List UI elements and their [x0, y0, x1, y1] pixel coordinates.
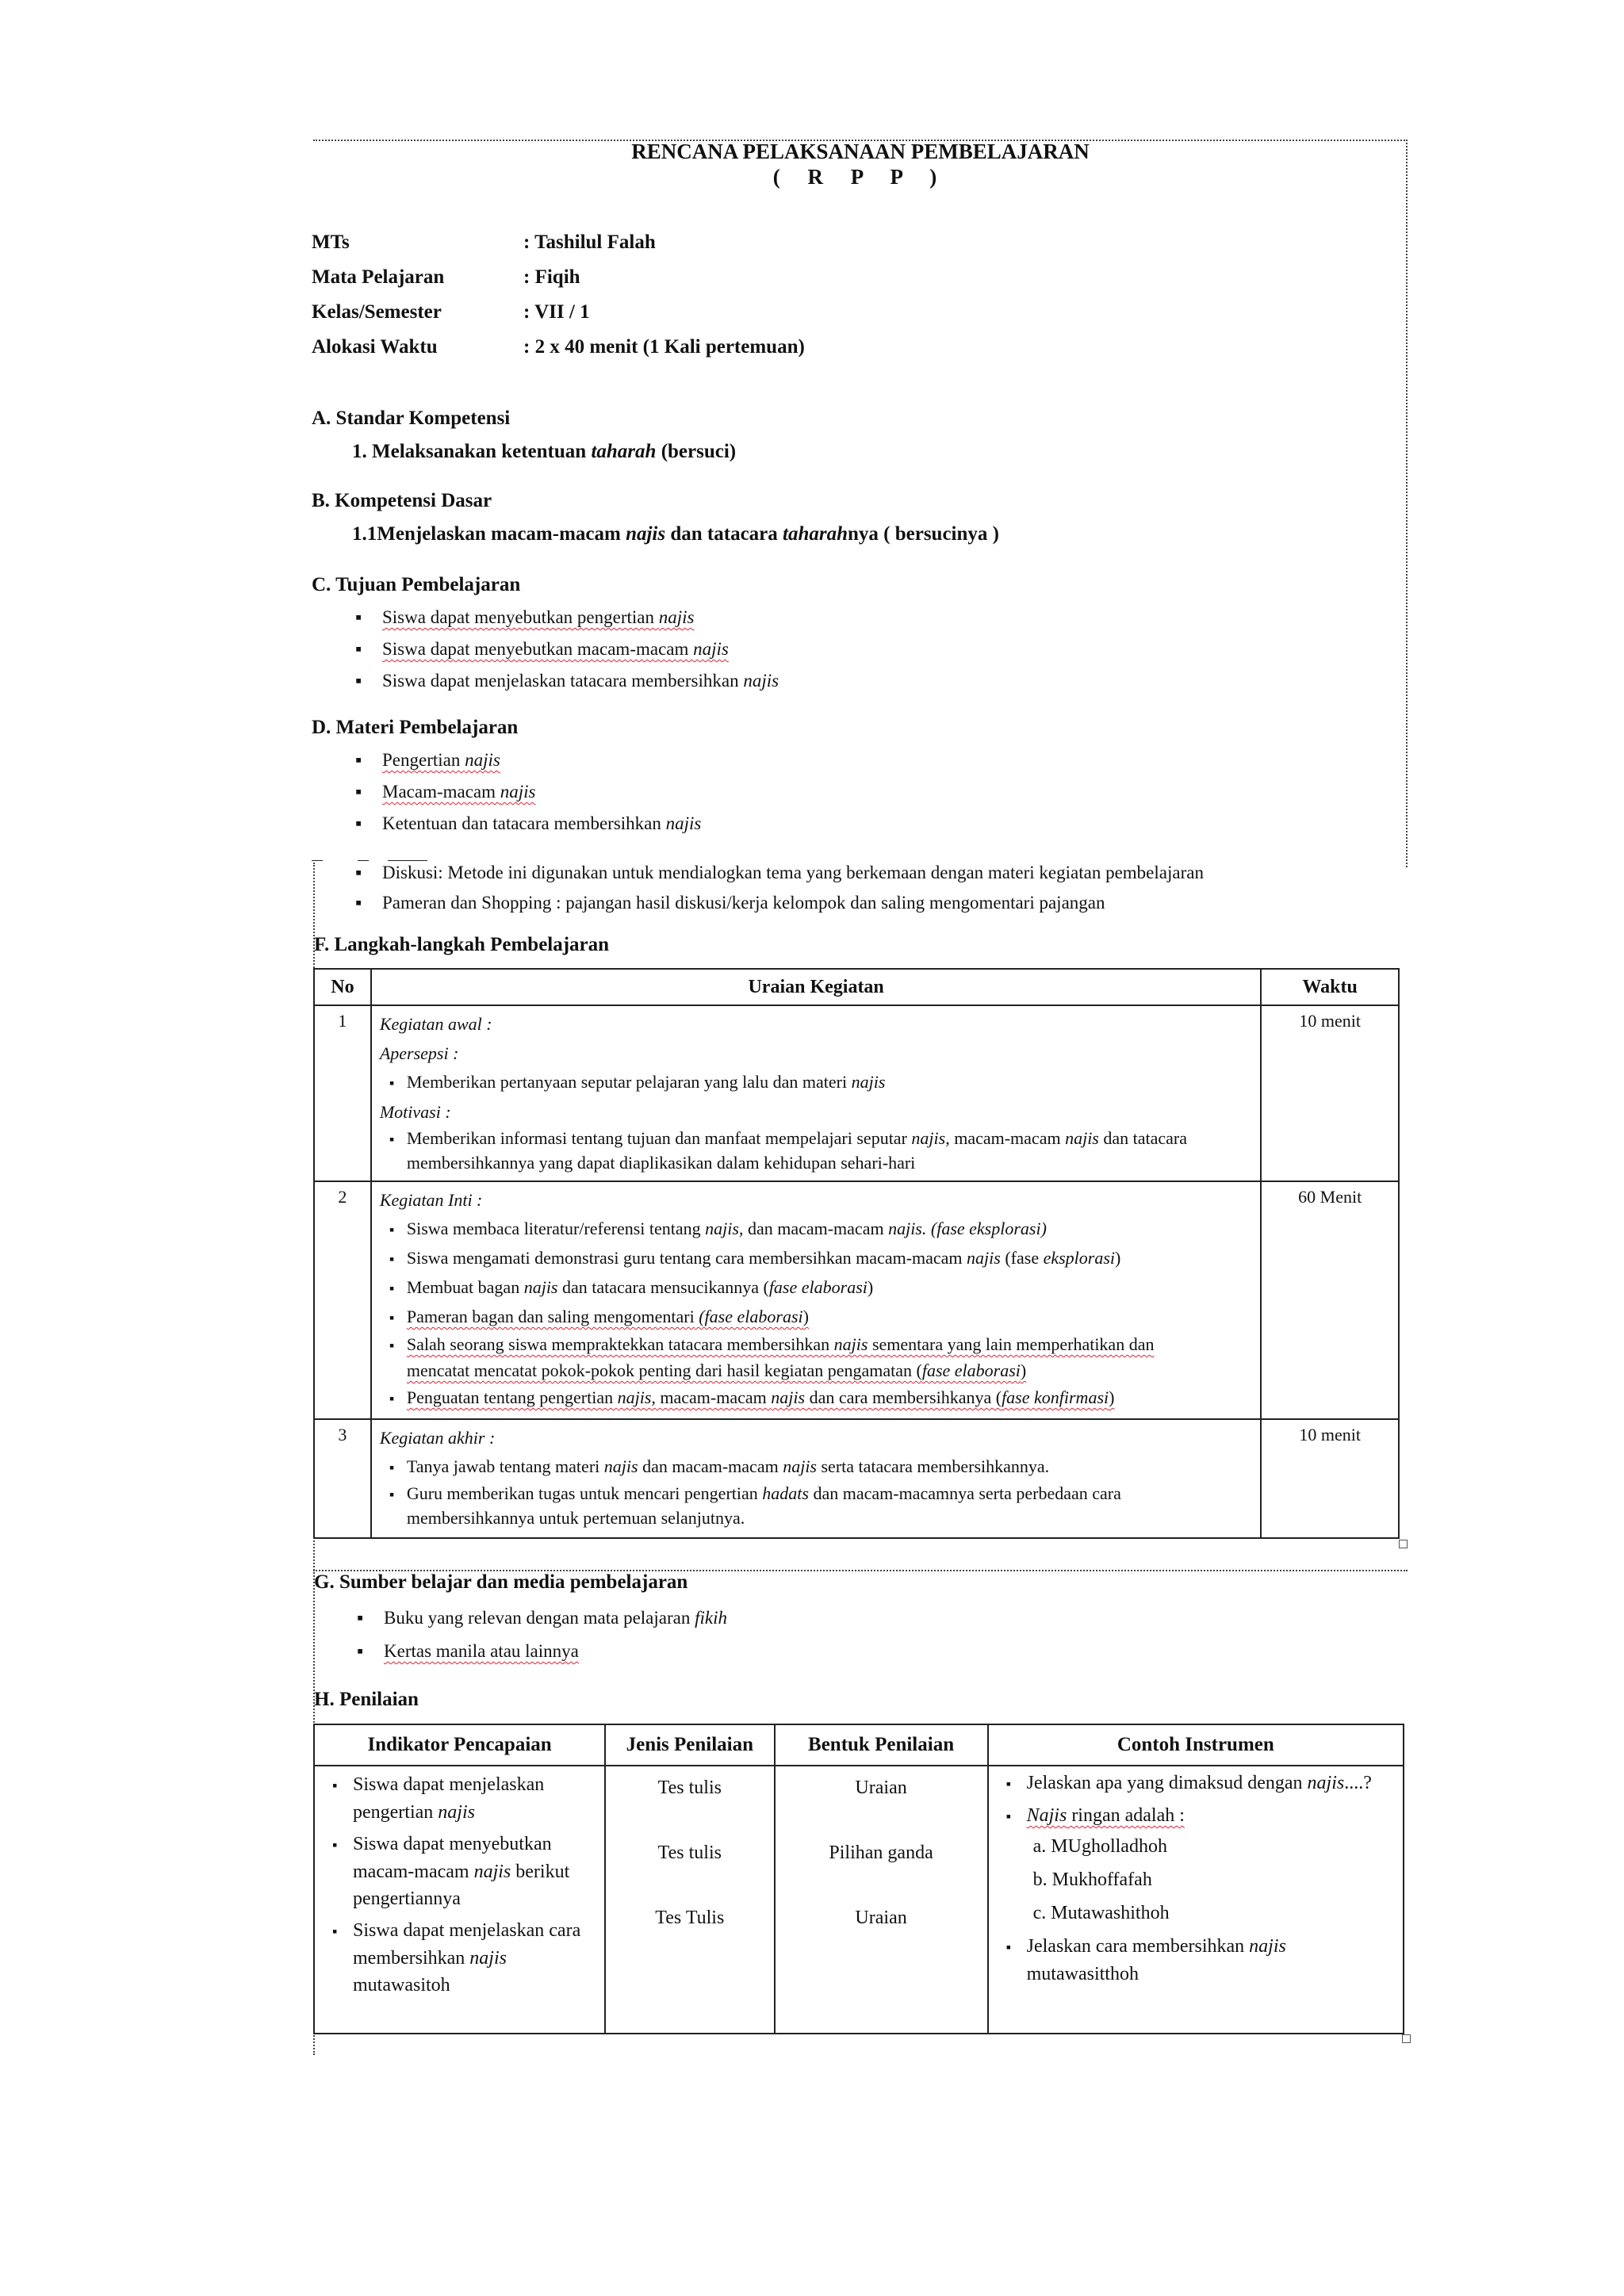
section-d-title: D. Materi Pembelajaran [312, 717, 519, 738]
indikator-cell: ▪ Siswa dapat menjelaskan pengertian najis ▪ Siswa dapat menyebutkan macam-macam najis berikut pengertiannya ▪ Siswa dapat menjelaskan cara membersihkan najis mutawasitoh [314, 1766, 605, 2034]
col-bentuk: Bentuk Penilaian [775, 1724, 988, 1766]
col-jenis: Jenis Penilaian [605, 1724, 774, 1766]
section-b-item: 1.1Menjelaskan macam-macam najis dan tatacara taharahnya ( bersucinya ) [352, 523, 999, 545]
section-d-item-3: ▪ Ketentuan dan tatacara membersihkan najis [355, 813, 702, 833]
section-g-title: G. Sumber belajar dan media pembelajaran [314, 1571, 688, 1593]
table-resize-handle[interactable] [1402, 2034, 1411, 2043]
row-no: 2 [314, 1181, 371, 1419]
row-uraian: Kegiatan akhir : ▪ Tanya jawab tentang materi najis dan macam-macam najis serta tatacara membersihkannya. ▪ Guru memberikan tugas untuk mencari pengertian hadats dan macam-macamnya serta perbedaan cara membersihkannya untuk pertemuan selanjutnya. [371, 1419, 1262, 1538]
document-subtitle: ( R P P ) [772, 165, 948, 189]
meta-label-mts: MTs [312, 232, 350, 253]
row-waktu: 10 menit [1261, 1419, 1399, 1538]
section-h-title: H. Penilaian [314, 1689, 419, 1710]
section-b-title: B. Kompetensi Dasar [312, 490, 492, 511]
section-c-item-1: ▪ Siswa dapat menyebutkan pengertian najis [355, 607, 695, 627]
row-waktu: 60 Menit [1261, 1181, 1399, 1419]
section-a-item: 1. Melaksanakan ketentuan taharah (bersuci) [352, 441, 737, 462]
meta-value-kelas: : VII / 1 [523, 301, 590, 323]
section-e-heading-clipped [312, 853, 494, 861]
col-contoh: Contoh Instrumen [988, 1724, 1404, 1766]
bentuk-cell: Uraian Pilihan ganda Uraian [775, 1766, 988, 2034]
meta-label-kelas: Kelas/Semester [312, 301, 442, 323]
section-e-item-2: ▪ Pameran dan Shopping : pajangan hasil diskusi/kerja kelompok dan saling mengomentari pajangan [355, 893, 1105, 913]
table-row [314, 1005, 1399, 1181]
row-no: 1 [314, 1005, 371, 1181]
section-g-item-2: ▪ Kertas manila atau lainnya [357, 1641, 579, 1661]
meta-label-mapel: Mata Pelajaran [312, 266, 445, 288]
contoh-cell: ▪ Jelaskan apa yang dimaksud dengan najis....? ▪ Najis ringan adalah : a. MUgholladhoh b. Mukhoffafah c. Mutawashithoh ▪ Jelaskan cara membersihkan najis mutawasitthoh [988, 1766, 1404, 2034]
section-c-title: C. Tujuan Pembelajaran [312, 574, 521, 595]
table-resize-handle[interactable] [1399, 1540, 1408, 1548]
table-row [314, 1419, 1399, 1538]
meta-value-mts: : Tashilul Falah [523, 232, 656, 253]
document-title: RENCANA PELAKSANAAN PEMBELAJARAN [631, 140, 1090, 163]
assessment-table [313, 1724, 1404, 2034]
col-uraian: Uraian Kegiatan [371, 969, 1262, 1005]
row-uraian: Kegiatan awal : Apersepsi : ▪ Memberikan pertanyaan seputar pelajaran yang lalu dan materi najis Motivasi : ▪ Memberikan informasi tentang tujuan dan manfaat mempelajari seputar najis, macam-macam najis dan tatacara membersihkannya yang dapat diaplikasikan dalam kehidupan sehari-hari [371, 1005, 1262, 1181]
row-no: 3 [314, 1419, 371, 1538]
meta-label-alokasi: Alokasi Waktu [312, 336, 438, 358]
section-d-item-2: ▪ Macam-macam najis [355, 782, 536, 802]
col-no: No [314, 969, 371, 1005]
section-f-title: F. Langkah-langkah Pembelajaran [314, 934, 610, 955]
section-g-item-1: ▪ Buku yang relevan dengan mata pelajaran fikih [357, 1608, 728, 1628]
section-a-title: A. Standar Kompetensi [312, 408, 511, 429]
section-c-item-3: ▪ Siswa dapat menjelaskan tatacara membersihkan najis [355, 671, 779, 691]
table-row [314, 1181, 1399, 1419]
col-indikator: Indikator Pencapaian [314, 1724, 605, 1766]
jenis-cell: Tes tulis Tes tulis Tes Tulis [605, 1766, 774, 2034]
activity-table [313, 968, 1400, 1539]
meta-value-alokasi: : 2 x 40 menit (1 Kali pertemuan) [523, 336, 805, 358]
table-row [314, 1766, 1404, 2034]
meta-value-mapel: : Fiqih [523, 266, 580, 288]
row-waktu: 10 menit [1261, 1005, 1399, 1181]
col-waktu: Waktu [1261, 969, 1399, 1005]
section-e-item-1: ▪ Diskusi: Metode ini digunakan untuk mendialogkan tema yang berkemaan dengan materi kegiatan pembelajaran [355, 863, 1204, 882]
page-frame-right [1406, 140, 1408, 867]
row-uraian: Kegiatan Inti : ▪ Siswa membaca literatur/referensi tentang najis, dan macam-macam najis. (fase eksplorasi) ▪ Siswa mengamati demonstrasi guru tentang cara membersihkan macam-macam najis (fase eksplorasi) ▪ Membuat bagan najis dan tatacara mensucikannya (fase elaborasi) ▪ Pameran bagan dan saling mengomentari (fase elaborasi) ▪ Salah seorang siswa mempraktekkan tatacara membersihkan najis sementara yang lain memperhatikan dan mencatat mencatat pokok-pokok penting dari hasil kegiatan pengamatan (fase elaborasi) ▪ Penguatan tentang pengertian najis, macam-macam najis dan cara membersihkanya (fase konfirmasi) [371, 1181, 1262, 1419]
section-c-item-2: ▪ Siswa dapat menyebutkan macam-macam najis [355, 639, 729, 659]
section-d-item-1: ▪ Pengertian najis [355, 750, 500, 770]
